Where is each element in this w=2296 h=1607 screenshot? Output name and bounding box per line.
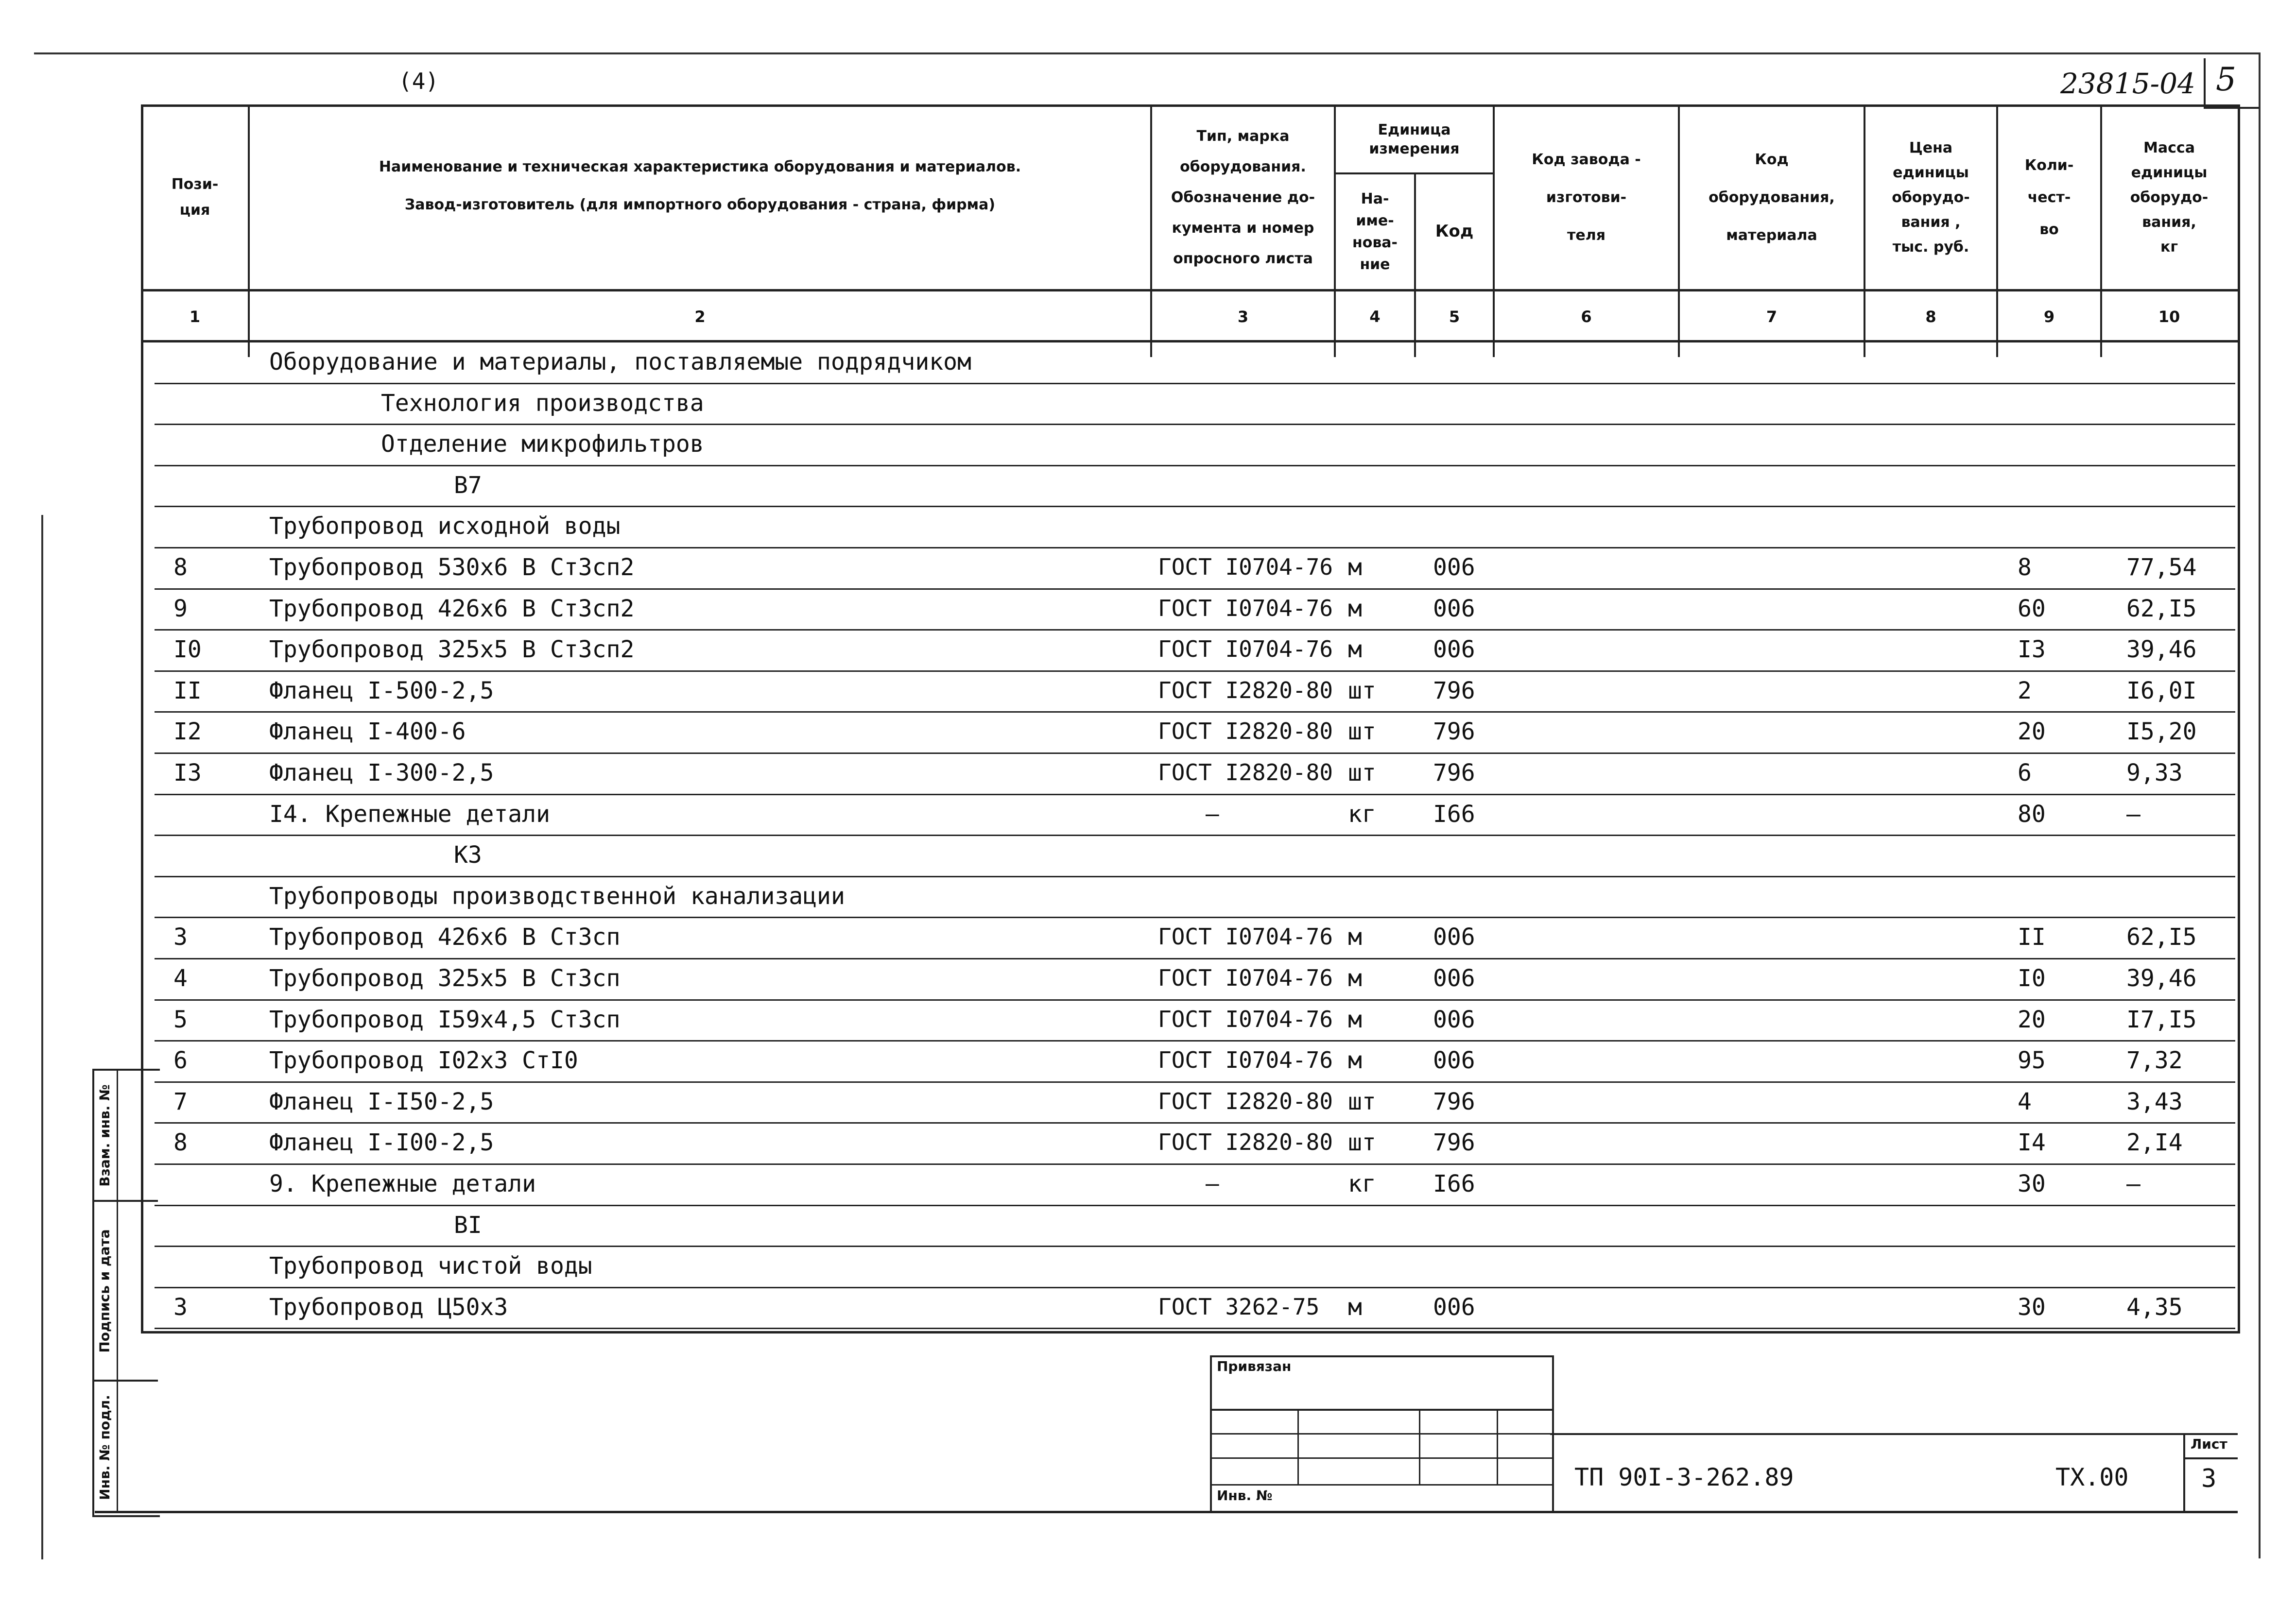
- header-unit-code: Код: [1435, 222, 1474, 241]
- row-line: [155, 1163, 2235, 1165]
- cell-name: Оборудование и материалы, поставляемые подрядчиком: [269, 348, 971, 376]
- column-number: 8: [1925, 308, 1936, 326]
- cell-unit: м: [1348, 1293, 1362, 1321]
- cell-pos: I0: [173, 636, 202, 664]
- cell-doc: ГОСТ I0704-76: [1158, 554, 1333, 580]
- cell-pos: 6: [173, 1047, 188, 1075]
- row-line: [155, 1328, 2235, 1329]
- row-line: [155, 1122, 2235, 1124]
- cell-name: Фланец I-500-2,5: [269, 677, 494, 704]
- cell-code: 006: [1433, 1047, 1475, 1075]
- cell-mass: I7,I5: [2126, 1006, 2197, 1033]
- cell-qty: 30: [2018, 1170, 2046, 1197]
- cell-mass: 3,43: [2126, 1088, 2183, 1115]
- cell-mass: 77,54: [2126, 554, 2197, 581]
- cell-name: К3: [454, 841, 482, 869]
- header-quantity: Коли- чест- во: [2024, 156, 2074, 238]
- cell-doc: –: [1206, 800, 1219, 827]
- cell-qty: 30: [2018, 1293, 2046, 1321]
- row-line: [155, 917, 2235, 918]
- colnum-bottom-line: [141, 340, 2240, 342]
- cell-code: 006: [1433, 1293, 1475, 1321]
- cell-pos: 9: [173, 595, 188, 622]
- column-number: 1: [189, 308, 201, 326]
- cell-name: Трубопровод I59х4,5 Ст3сп: [269, 1006, 621, 1033]
- header-type: Тип, марка оборудования. Обозначение до- кумента и номер опросного листа: [1171, 128, 1315, 267]
- cell-qty: 6: [2018, 759, 2032, 786]
- cell-unit: м: [1348, 965, 1362, 992]
- cell-qty: I4: [2018, 1129, 2046, 1157]
- cell-name: Трубопровод 325х5 В Ст3сп: [269, 965, 621, 992]
- cell-mass: 62,I5: [2126, 595, 2197, 622]
- cell-mass: 9,33: [2126, 759, 2183, 786]
- row-line: [155, 547, 2235, 548]
- cell-name: Трубопровод I02х3 СтI0: [269, 1047, 578, 1075]
- cell-mass: I6,0I: [2126, 677, 2197, 704]
- cell-code: 006: [1433, 636, 1475, 664]
- side-strip-cell-replace: [92, 1071, 117, 1200]
- row-line: [155, 1287, 2235, 1288]
- cell-code: I66: [1433, 1170, 1475, 1197]
- side-strip-cell-sign: [92, 1202, 117, 1380]
- outer-frame-right-line: [2259, 52, 2261, 1558]
- cell-code: 006: [1433, 595, 1475, 622]
- project-code: ТП 90I-3-262.89: [1574, 1463, 1794, 1491]
- cell-doc: ГОСТ I2820-80: [1158, 759, 1333, 786]
- cell-doc: ГОСТ I2820-80: [1158, 718, 1333, 745]
- cell-code: 796: [1433, 718, 1475, 746]
- cell-name: ВI: [454, 1211, 482, 1239]
- row-line: [155, 506, 2235, 507]
- cell-unit: кг: [1348, 800, 1376, 828]
- column-number: 5: [1449, 308, 1460, 326]
- cell-name: Фланец I-300-2,5: [269, 759, 494, 786]
- cell-pos: 5: [173, 1006, 188, 1033]
- sheet-cell-divider: [2183, 1457, 2238, 1459]
- header-name: Наименование и техническая характеристика оборудования и материалов. Завод-изготовитель (для импортного оборудования - страна, фирма): [379, 158, 1021, 213]
- cell-mass: 62,I5: [2126, 923, 2197, 951]
- cell-name: Трубопровод 426х6 В Ст3сп: [269, 923, 621, 951]
- row-line: [155, 958, 2235, 959]
- cell-doc: ГОСТ I2820-80: [1158, 1088, 1333, 1114]
- cell-qty: 20: [2018, 1006, 2046, 1033]
- sheet-label: Лист: [2191, 1436, 2227, 1452]
- title-block: [1210, 1355, 2238, 1511]
- cell-unit: кг: [1348, 1170, 1376, 1197]
- row-line: [155, 1246, 2235, 1247]
- cell-mass: 4,35: [2126, 1293, 2183, 1321]
- cell-name: 9. Крепежные детали: [269, 1170, 536, 1197]
- row-line: [155, 629, 2235, 631]
- cell-mass: 39,46: [2126, 965, 2197, 992]
- side-inv-label: Инв. № подл.: [96, 1394, 113, 1500]
- cell-pos: 8: [173, 554, 188, 581]
- cell-qty: II: [2018, 923, 2046, 951]
- cell-doc: ГОСТ I0704-76: [1158, 1047, 1333, 1074]
- cell-pos: II: [173, 677, 202, 704]
- row-line: [155, 588, 2235, 590]
- cell-code: 796: [1433, 759, 1475, 786]
- cell-qty: 4: [2018, 1088, 2032, 1115]
- cell-name: I4. Крепежные детали: [269, 800, 550, 828]
- row-line: [155, 876, 2235, 877]
- cell-name: Трубопровод исходной воды: [269, 513, 621, 540]
- cell-mass: –: [2126, 800, 2141, 828]
- cell-name: Технология производства: [381, 389, 704, 417]
- cell-name: Фланец I-I00-2,5: [269, 1129, 494, 1157]
- row-line: [155, 1205, 2235, 1206]
- header-equipment-code: Код оборудования, материала: [1709, 151, 1835, 244]
- cell-qty: 2: [2018, 677, 2032, 704]
- cell-name: Трубопровод Ц50х3: [269, 1293, 508, 1321]
- stamp-top-line: [1550, 1433, 2238, 1435]
- cell-doc: ГОСТ I0704-76: [1158, 1006, 1333, 1032]
- cell-unit: м: [1348, 923, 1362, 951]
- cell-name: В7: [454, 471, 482, 499]
- cell-qty: 20: [2018, 718, 2046, 746]
- row-line: [155, 794, 2235, 795]
- sheet-cell: [2183, 1433, 2185, 1511]
- cell-pos: I3: [173, 759, 202, 786]
- header-bottom-line: [141, 289, 2240, 291]
- cell-pos: 8: [173, 1129, 188, 1157]
- column-number: 9: [2043, 308, 2055, 326]
- inv-label: Инв. №: [1217, 1487, 1273, 1504]
- column-number: 2: [694, 308, 706, 326]
- row-line: [155, 1081, 2235, 1083]
- cell-mass: –: [2126, 1170, 2141, 1197]
- cell-qty: 95: [2018, 1047, 2046, 1075]
- row-line: [155, 670, 2235, 672]
- header-unit-price: Цена единицы оборудо- вания , тыс. руб.: [1892, 139, 1970, 256]
- cell-code: 796: [1433, 1129, 1475, 1157]
- column-number: 10: [2158, 308, 2180, 326]
- bound-grid-line-3: [1210, 1457, 1552, 1459]
- cell-name: Фланец I-I50-2,5: [269, 1088, 494, 1115]
- cell-pos: 4: [173, 965, 188, 992]
- cell-mass: 39,46: [2126, 636, 2197, 664]
- cell-doc: ГОСТ I0704-76: [1158, 595, 1333, 621]
- bound-grid-col-1: [1297, 1409, 1299, 1486]
- row-line: [155, 1040, 2235, 1042]
- header-position: Пози- ция: [171, 176, 219, 219]
- section-code: ТХ.00: [2055, 1463, 2129, 1491]
- side-replace-label: Взам. инв. №: [96, 1084, 113, 1187]
- sheet-marker: (4): [398, 68, 439, 94]
- cell-doc: ГОСТ I0704-76: [1158, 923, 1333, 950]
- row-line: [155, 383, 2235, 384]
- bound-grid-line-4: [1210, 1484, 1552, 1486]
- column-number: 3: [1237, 308, 1249, 326]
- column-number: 4: [1369, 308, 1381, 326]
- row-line: [155, 999, 2235, 1001]
- side-strip-cell-inv: [92, 1382, 117, 1513]
- cell-qty: I3: [2018, 636, 2046, 664]
- cell-pos: 7: [173, 1088, 188, 1115]
- page-number: 5: [2216, 61, 2236, 98]
- cell-name: Трубопровод 325х5 В Ст3сп2: [269, 636, 635, 664]
- cell-unit: м: [1348, 1047, 1362, 1075]
- cell-mass: 2,I4: [2126, 1129, 2183, 1157]
- row-line: [155, 835, 2235, 836]
- bound-label: Привязан: [1217, 1358, 1292, 1374]
- cell-code: 006: [1433, 554, 1475, 581]
- cell-mass: I5,20: [2126, 718, 2197, 746]
- bound-grid-col-3: [1497, 1409, 1498, 1486]
- cell-pos: I2: [173, 718, 202, 746]
- cell-unit: шт: [1348, 759, 1376, 786]
- cell-qty: 60: [2018, 595, 2046, 622]
- cell-doc: –: [1206, 1170, 1219, 1197]
- row-line: [155, 752, 2235, 754]
- bound-grid-line-2: [1210, 1433, 1552, 1435]
- cell-code: 006: [1433, 923, 1475, 951]
- sheet-number: 3: [2201, 1464, 2217, 1493]
- outer-frame-left-line: [41, 515, 43, 1559]
- header-unit-mass: Масса единицы оборудо- вания, кг: [2130, 139, 2209, 256]
- cell-name: Трубопровод чистой воды: [269, 1252, 592, 1280]
- cell-unit: м: [1348, 636, 1362, 664]
- header-unit-name: На- име- нова- ние: [1352, 190, 1398, 273]
- cell-unit: м: [1348, 1006, 1362, 1033]
- side-sign-label: Подпись и дата: [96, 1229, 113, 1353]
- row-line: [155, 424, 2235, 425]
- cell-pos: 3: [173, 923, 188, 951]
- bottom-frame-line: [95, 1511, 2238, 1513]
- cell-name: Фланец I-400-6: [269, 718, 466, 746]
- outer-frame-top-line: [34, 52, 2260, 54]
- cell-unit: м: [1348, 595, 1362, 622]
- cell-unit: шт: [1348, 1129, 1376, 1157]
- cell-qty: I0: [2018, 965, 2046, 992]
- column-number: 6: [1581, 308, 1592, 326]
- cell-doc: ГОСТ I2820-80: [1158, 1129, 1333, 1156]
- cell-unit: м: [1348, 554, 1362, 581]
- cell-code: 006: [1433, 965, 1475, 992]
- cell-mass: 7,32: [2126, 1047, 2183, 1075]
- cell-name: Отделение микрофильтров: [381, 430, 704, 458]
- bound-grid-line-1: [1210, 1409, 1552, 1411]
- header-factory-code: Код завода - изготови- теля: [1532, 151, 1641, 244]
- column-number: 7: [1766, 308, 1778, 326]
- cell-code: 796: [1433, 1088, 1475, 1115]
- cell-code: 006: [1433, 1006, 1475, 1033]
- row-line: [155, 711, 2235, 713]
- cell-pos: 3: [173, 1293, 188, 1321]
- cell-unit: шт: [1348, 718, 1376, 746]
- doc-number: 23815-04: [2060, 67, 2195, 100]
- cell-doc: ГОСТ I0704-76: [1158, 965, 1333, 991]
- cell-qty: 8: [2018, 554, 2032, 581]
- cell-qty: 80: [2018, 800, 2046, 828]
- cell-name: Трубопроводы производственной канализации: [269, 882, 845, 910]
- bound-grid-col-2: [1419, 1409, 1420, 1486]
- cell-code: I66: [1433, 800, 1475, 828]
- cell-doc: ГОСТ I2820-80: [1158, 677, 1333, 703]
- cell-code: 796: [1433, 677, 1475, 704]
- row-line: [155, 465, 2235, 466]
- cell-name: Трубопровод 530х6 В Ст3сп2: [269, 554, 635, 581]
- cell-unit: шт: [1348, 1088, 1376, 1115]
- cell-doc: ГОСТ 3262-75: [1158, 1293, 1320, 1320]
- side-strip-divider: [117, 1069, 118, 1513]
- cell-unit: шт: [1348, 677, 1376, 704]
- cell-doc: ГОСТ I0704-76: [1158, 636, 1333, 663]
- cell-name: Трубопровод 426х6 В Ст3сп2: [269, 595, 635, 622]
- header-unit-group: Единица измерения: [1369, 121, 1460, 157]
